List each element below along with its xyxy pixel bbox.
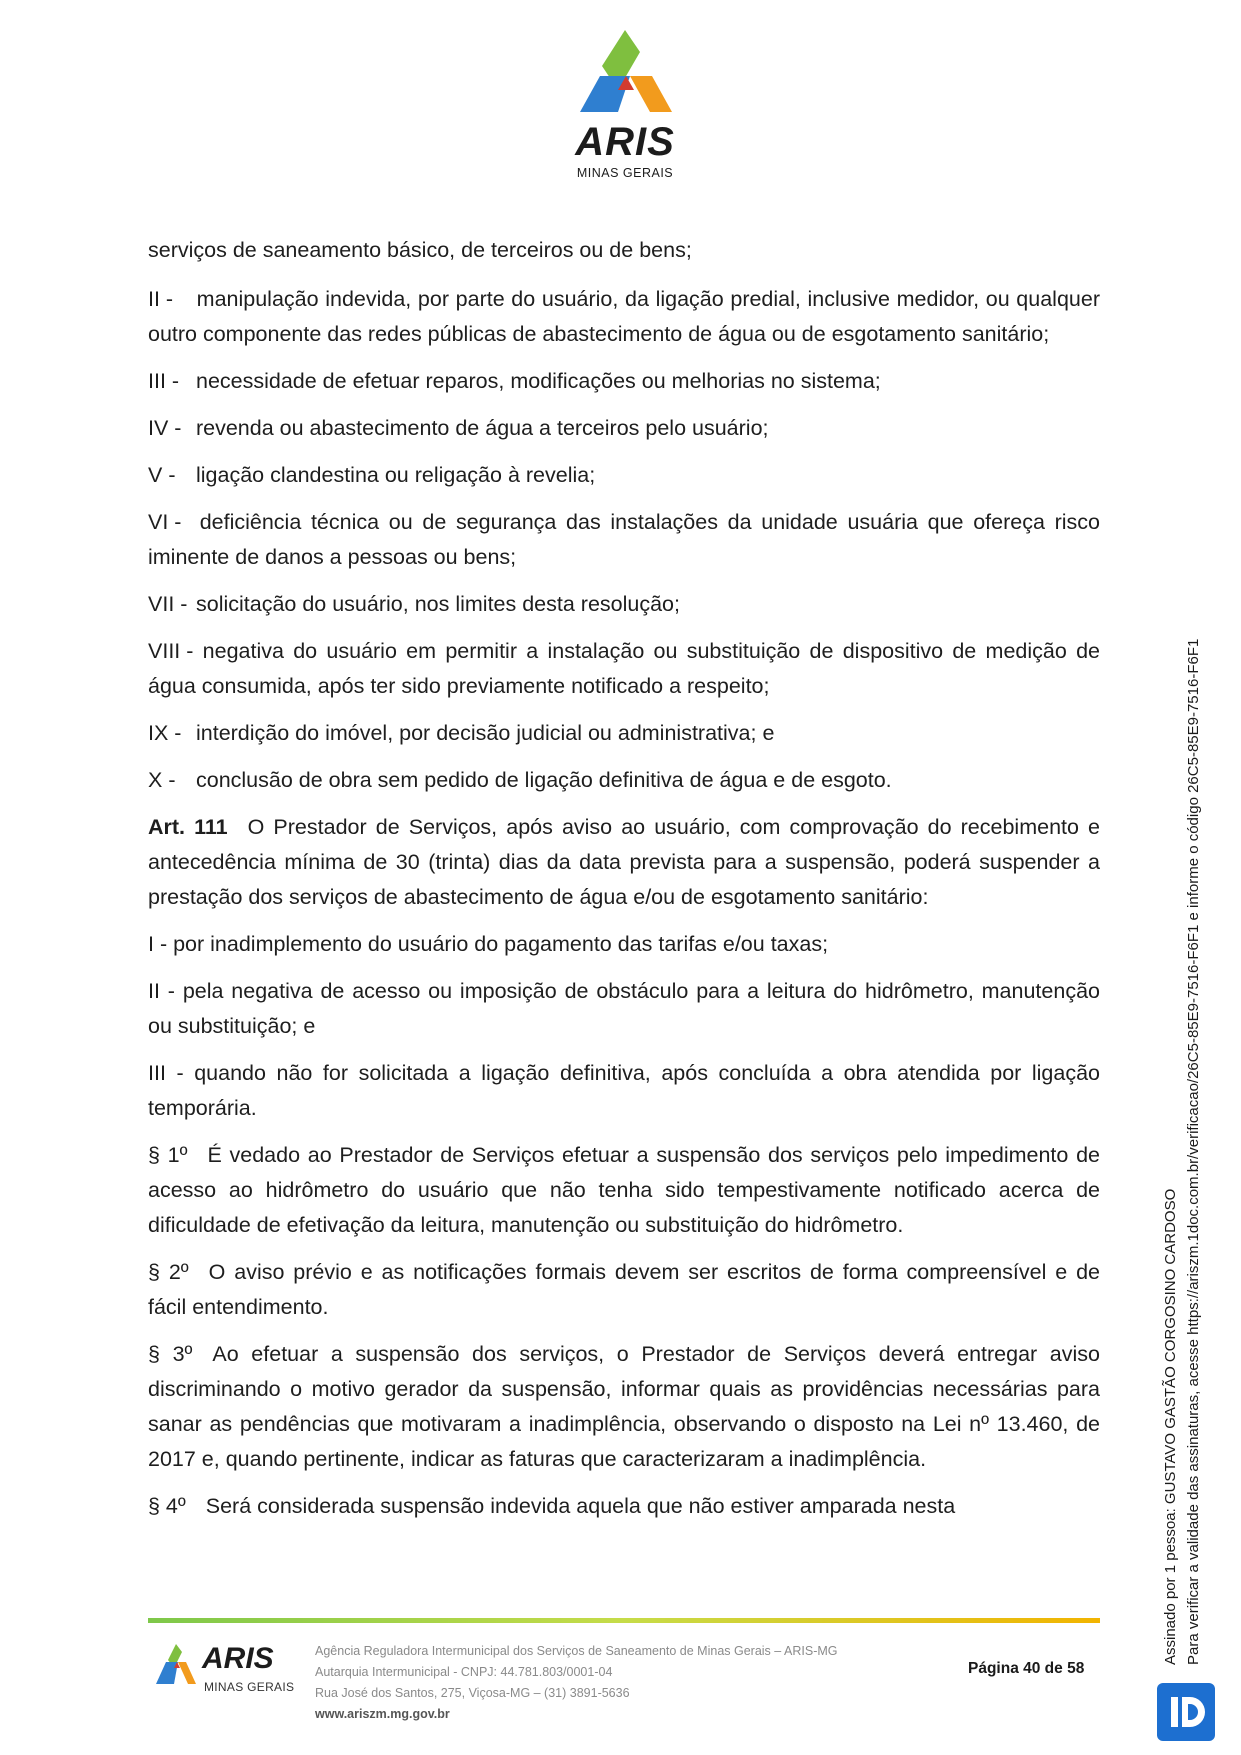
footer-logo: [152, 1642, 302, 1702]
item-number: III -: [148, 1061, 184, 1085]
list-item: [148, 505, 1100, 575]
item-text: pela negativa de acesso ou imposição de obstáculo para a leitura do hidrômetro, manutenção ou substituição; e: [148, 979, 1100, 1038]
section-paragraph: [148, 1489, 1100, 1524]
item-number: V -: [148, 463, 176, 487]
paragraph-text: É vedado ao Prestador de Serviços efetuar a suspensão dos serviços pelo impedimento de acesso ao hidrômetro do usuário que não tenha sido tempestivamente notificado acerca de dificuldade de efetivação da leitura, manutenção ou substituição do hidrômetro.: [148, 1143, 1100, 1237]
item-text: por inadimplemento do usuário do pagamento das tarifas e/ou taxas;: [173, 932, 829, 956]
footer-logo-mark: [152, 1642, 200, 1690]
item-text: quando não for solicitada a ligação definitiva, após concluída a obra atendida por ligação temporária.: [148, 1061, 1100, 1120]
footer-divider: [148, 1618, 1100, 1623]
logo-region: MINAS GERAIS: [576, 166, 674, 180]
footer-address: Rua José dos Santos, 275, Viçosa-MG – (31) 3891-5636: [315, 1686, 630, 1700]
item-text: ligação clandestina ou religação à revelia;: [195, 463, 596, 487]
item-number: X -: [148, 768, 176, 792]
paragraph-text: Ao efetuar a suspensão dos serviços, o Prestador de Serviços deverá entregar aviso discriminando o motivo gerador da suspensão, informar quais as providências necessárias para sanar as pendências que motivaram a inadimplência, observando o disposto na Lei nº 13.460, de 2017 e, quando pertinente, indicar as faturas que caracterizaram a inadimplência.: [148, 1342, 1100, 1471]
list-item: [148, 1056, 1100, 1126]
list-item: [148, 716, 1100, 751]
item-text: manipulação indevida, por parte do usuário, da ligação predial, inclusive medidor, ou qualquer outro componente das redes públicas de abastecimento de água ou de esgotamento sanitário;: [148, 287, 1100, 346]
item-number: VII -: [148, 592, 188, 616]
footer-logo-name: ARIS: [202, 1642, 274, 1675]
section-paragraph: [148, 1337, 1100, 1477]
list-item: [148, 763, 1100, 798]
list-item: [148, 927, 1100, 962]
list-item: [148, 587, 1100, 622]
paragraph-number: § 2º: [148, 1260, 189, 1284]
item-text: revenda ou abastecimento de água a terceiros pelo usuário;: [195, 416, 769, 440]
section-paragraph: [148, 1138, 1100, 1243]
signed-by-text: Assinado por 1 pessoa: GUSTAVO GASTÃO CORGOSINO CARDOSO: [1162, 1188, 1179, 1665]
footer-info: [315, 1641, 915, 1725]
item-text: deficiência técnica ou de segurança das instalações da unidade usuária que ofereça risco iminente de danos a pessoas ou bens;: [148, 510, 1100, 569]
item-number: IV -: [148, 416, 182, 440]
item-number: I -: [148, 932, 168, 956]
footer-agency: Agência Reguladora Intermunicipal dos Serviços de Saneamento de Minas Gerais – ARIS-MG: [315, 1644, 838, 1658]
item-text: interdição do imóvel, por decisão judicial ou administrativa; e: [195, 721, 775, 745]
item-text: conclusão de obra sem pedido de ligação definitiva de água e de esgoto.: [195, 768, 892, 792]
footer-cnpj: Autarquia Intermunicipal - CNPJ: 44.781.803/0001-04: [315, 1665, 613, 1679]
item-number: III -: [148, 369, 180, 393]
item-number: VI -: [148, 510, 182, 534]
list-item: [148, 282, 1100, 352]
list-item: [148, 411, 1100, 446]
list-item: [148, 458, 1100, 493]
aris-logo: [560, 28, 690, 178]
1doc-logo-icon: [1157, 1683, 1215, 1741]
paragraph-number: § 4º: [148, 1494, 186, 1518]
signature-stamp: [1160, 555, 1226, 1665]
document-body: [148, 233, 1100, 1536]
paragraph-text: Será considerada suspensão indevida aquela que não estiver amparada nesta: [205, 1494, 956, 1518]
item-number: II -: [148, 287, 174, 311]
article-text: O Prestador de Serviços, após aviso ao usuário, com comprovação do recebimento e antecedência mínima de 30 (trinta) dias da data prevista para a suspensão, poderá suspender a prestação dos serviços de abastecimento de água e/ou de esgotamento sanitário:: [148, 815, 1101, 909]
section-paragraph: [148, 1255, 1100, 1325]
list-item: [148, 634, 1100, 704]
paragraph-number: § 3º: [148, 1342, 193, 1366]
list-item: [148, 364, 1100, 399]
item-number: II -: [148, 979, 175, 1003]
item-text: negativa do usuário em permitir a instalação ou substituição de dispositivo de medição de água consumida, após ter sido previamente notificado a respeito;: [148, 639, 1100, 698]
footer-logo-region: MINAS GERAIS: [204, 1680, 295, 1694]
article-paragraph: [148, 810, 1100, 915]
verification-text[interactable]: Para verificar a validade das assinaturas, acesse https://ariszm.1doc.com.br/verificacao/26C5-85E9-7516-F6F1 e informe o código 26C5-85E9-7516-F6F1: [1185, 638, 1202, 1665]
item-number: VIII -: [148, 639, 194, 663]
aris-logo-mark: [560, 28, 690, 120]
paragraph-text: O aviso prévio e as notificações formais devem ser escritos de forma compreensível e de fácil entendimento.: [148, 1260, 1100, 1319]
paragraph-number: § 1º: [148, 1143, 188, 1167]
item-text: solicitação do usuário, nos limites desta resolução;: [195, 592, 680, 616]
1doc-badge: [1157, 1683, 1215, 1741]
footer-website[interactable]: www.ariszm.mg.gov.br: [315, 1707, 450, 1721]
continuation-text: serviços de saneamento básico, de terceiros ou de bens;: [148, 238, 692, 262]
page-number: Página 40 de 58: [968, 1660, 1085, 1677]
logo-name: ARIS: [575, 120, 675, 164]
article-label: Art. 111: [148, 815, 228, 839]
list-item: [148, 974, 1100, 1044]
item-number: IX -: [148, 721, 182, 745]
item-text: necessidade de efetuar reparos, modificações ou melhorias no sistema;: [195, 369, 881, 393]
